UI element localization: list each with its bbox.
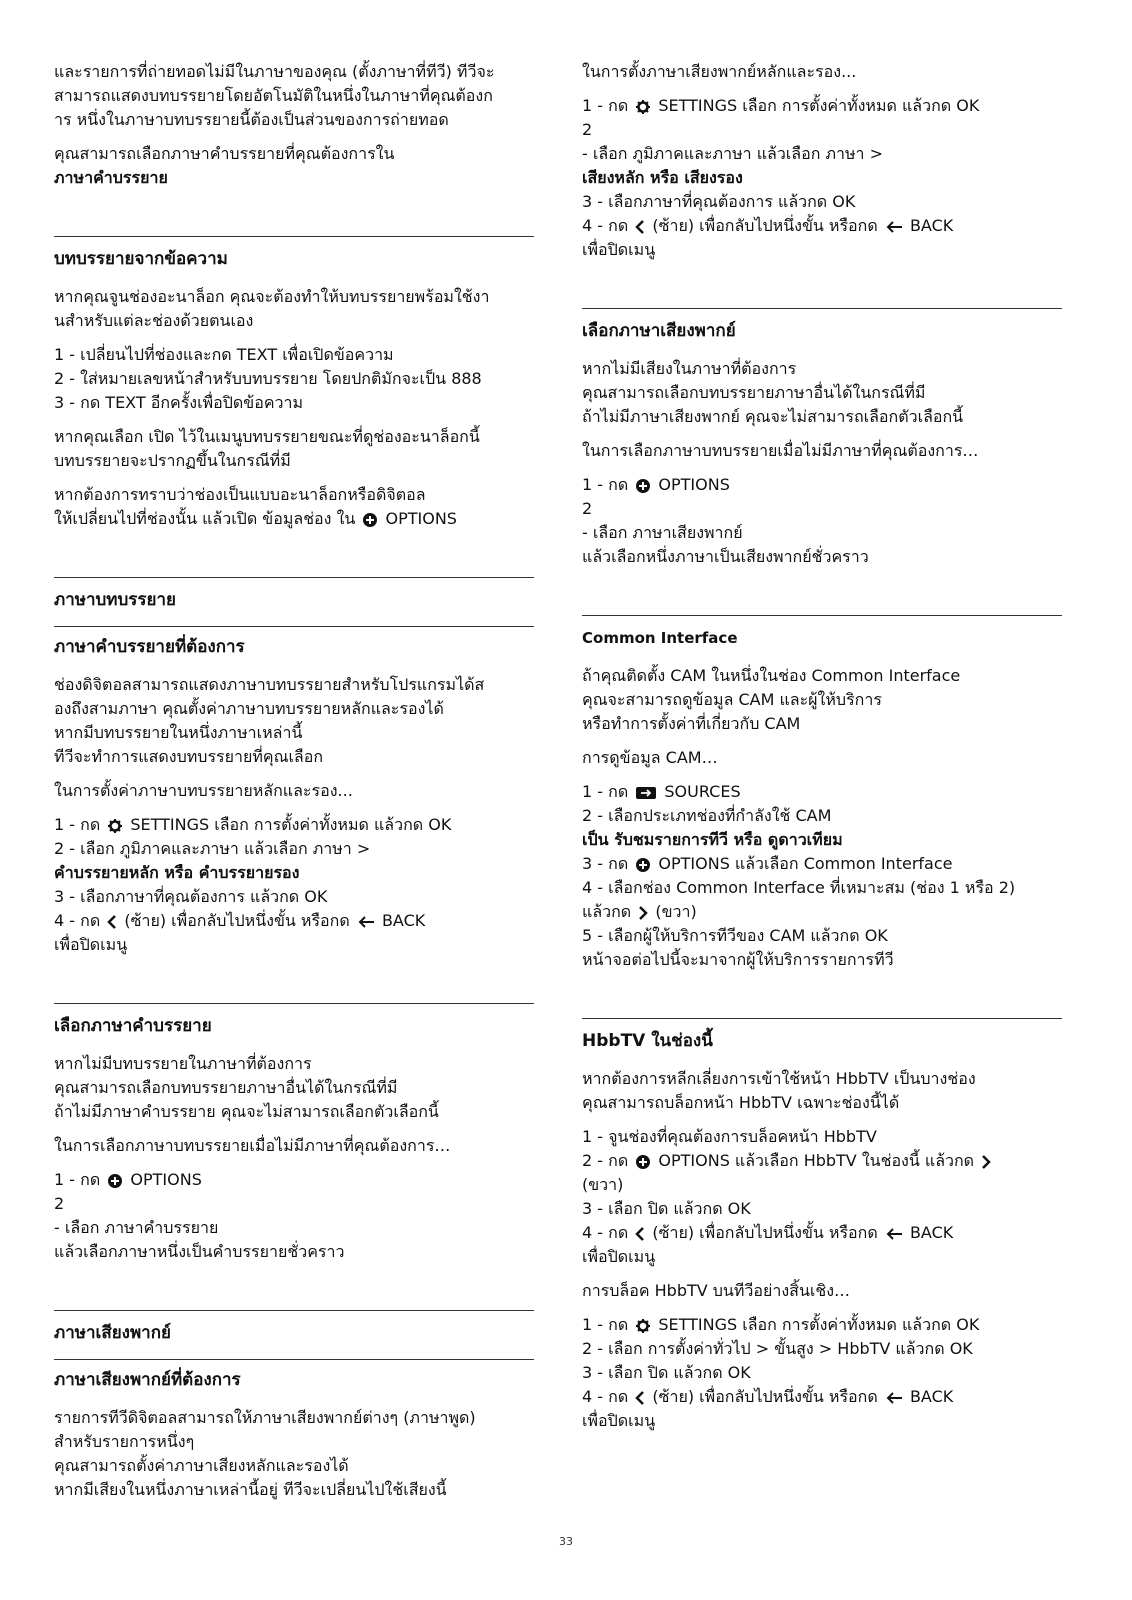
step-list: 1 - จูนช่องที่คุณต้องการบล็อคหน้า HbbTV 2 - กด OPTIONS แล้วเลือก HbbTV ในช่องนี้ แล้วกด (ขวา) 3 - เลือก ปิด แล้วกด OK 4 - กด (ซ้าย) เพื่อกลับไปหนึ่งขั้น หรือกด BACK เพื่อปิดเมนู xyxy=(582,1125,1062,1269)
gear-icon xyxy=(635,1318,651,1334)
step-list: 1 - กด SOURCES 2 - เลือกประเภทช่องที่กำลังใช้ CAM เป็น รับชมรายการทีวี หรือ ดูดาวเทียม 3 - กด OPTIONS แล้วเลือก Common Interface 4 - เลือกช่อง Common Interface ที่เหมาะสม (ช่อง 1 หรือ 2) แล้วกด (ขวา) 5 - เลือกผู้ให้บริการทีวีของ CAM แล้วกด OK หน้าจอต่อไปนี้จะมาจากผู้ให้บริการรายการทีวี xyxy=(582,782,1016,969)
step-list: 1 - กด SETTINGS เลือก การตั้งค่าทั้งหมด แล้วกด OK 2 - เลือก ภูมิภาคและภาษา แล้วเลือก ภาษา > เสียงหลัก หรือ เสียงรอง 3 - เลือกภาษาที่คุณต้องการ แล้วกด OK 4 - กด (ซ้าย) เพื่อกลับไปหนึ่งขั้น หรือกด BACK เพื่อปิดเมนู xyxy=(582,96,980,259)
sources-icon xyxy=(635,786,657,800)
plus-circle-icon xyxy=(107,1173,123,1189)
back-arrow-icon xyxy=(885,1227,903,1241)
back-arrow-icon xyxy=(885,220,903,234)
section-divider xyxy=(54,236,534,237)
paragraph: หากต้องการหลีกเลี่ยงการเข้าใช้หน้า HbbTV เป็นบางช่อง คุณสามารถบล็อกหน้า HbbTV เฉพาะช่องนี้ได้ xyxy=(582,1069,976,1112)
gear-icon xyxy=(107,818,123,834)
paragraph: หากไม่มีเสียงในภาษาที่ต้องการ คุณสามารถเลือกบทบรรยายภาษาอื่นได้ในกรณีที่มี ถ้าไม่มีภาษาเสียงพากย์ คุณจะไม่สามารถเลือกตัวเลือกนี้ xyxy=(582,359,964,426)
paragraph: รายการทีวีดิจิตอลสามารถให้ภาษาเสียงพากย์ต่างๆ (ภาษาพูด) สำหรับรายการหนึ่งๆ คุณสามารถตั้งค่าภาษาเสียงหลักและรองได้ หากมีเสียงในหนึ่งภาษาเหล่านี้อยู่ ทีวีจะเปลี่ยนไปใช้เสียงนี้ xyxy=(54,1408,476,1499)
paragraph: ถ้าคุณติดตั้ง CAM ในหนึ่งในช่อง Common Interface คุณจะสามารถดูข้อมูล CAM และผู้ให้บริการ หรือทำการตั้งค่าที่เกี่ยวกับ CAM xyxy=(582,666,961,733)
back-arrow-icon xyxy=(885,1391,903,1405)
section-divider xyxy=(582,308,1062,309)
paragraph: ในการเลือกภาษาบทบรรยายเมื่อไม่มีภาษาที่คุณต้องการ… xyxy=(54,1136,451,1155)
section-title-preferred-subtitle-language: ภาษาคำบรรยายที่ต้องการ xyxy=(54,637,245,657)
step-list: 1 - กด OPTIONS 2 - เลือก ภาษาคำบรรยาย แล้วเลือกภาษาหนึ่งเป็นคำบรรยายชั่วคราว xyxy=(54,1170,345,1261)
plus-circle-icon xyxy=(635,478,651,494)
paragraph: หากไม่มีบทบรรยายในภาษาที่ต้องการ คุณสามารถเลือกบทบรรยายภาษาอื่นได้ในกรณีที่มี ถ้าไม่มีภาษาคำบรรยาย คุณจะไม่สามารถเลือกตัวเลือกนี้ xyxy=(54,1054,439,1121)
section-title-common-interface: Common Interface xyxy=(582,629,738,647)
section-title-subtitle-language: ภาษาบทบรรยาย xyxy=(54,590,177,610)
chevron-right-icon xyxy=(981,1155,991,1169)
paragraph: หากคุณเลือก เปิด ไว้ในเมนูบทบรรยายขณะที่ดูช่องอะนาล็อกนี้ บทบรรยายจะปรากฏขึ้นในกรณีที่มี xyxy=(54,427,480,470)
paragraph: หากต้องการทราบว่าช่องเป็นแบบอะนาล็อกหรือดิจิตอล ให้เปลี่ยนไปที่ช่องนั้น แล้วเปิด ข้อมูลช่อง ใน OPTIONS xyxy=(54,485,457,528)
left-column xyxy=(54,60,534,1512)
section-title-select-audio-language: เลือกภาษาเสียงพากย์ xyxy=(582,321,736,341)
back-arrow-icon xyxy=(357,915,375,929)
plus-circle-icon xyxy=(635,1154,651,1170)
section-title-audio-language: ภาษาเสียงพากย์ xyxy=(54,1323,171,1343)
section-divider xyxy=(54,577,534,578)
paragraph: ในการตั้งค่าภาษาบทบรรยายหลักและรอง... xyxy=(54,781,353,800)
section-title-teletext-subtitles: บทบรรยายจากข้อความ xyxy=(54,249,228,269)
section-divider xyxy=(54,1310,534,1311)
paragraph: หากคุณจูนช่องอะนาล็อก คุณจะต้องทำให้บทบรรยายพร้อมใช้งา นสำหรับแต่ละช่องด้วยตนเอง xyxy=(54,287,490,330)
chevron-right-icon xyxy=(638,906,648,920)
paragraph: การบล็อค HbbTV บนทีวีอย่างสิ้นเชิง… xyxy=(582,1281,851,1300)
intro-paragraph-2: คุณสามารถเลือกภาษาคำบรรยายที่คุณต้องการใน ภาษาคำบรรยาย xyxy=(54,144,395,187)
section-divider xyxy=(54,626,534,627)
chevron-left-icon xyxy=(635,1227,645,1241)
step-list: 1 - เปลี่ยนไปที่ช่องและกด TEXT เพื่อเปิดข้อความ 2 - ใส่หมายเลขหน้าสำหรับบทบรรยาย โดยปกติมักจะเป็น 888 3 - กด TEXT อีกครั้งเพื่อปิดข้อความ xyxy=(54,345,482,412)
gear-icon xyxy=(635,99,651,115)
paragraph: ในการตั้งภาษาเสียงพากย์หลักและรอง... xyxy=(582,62,857,81)
section-title-select-subtitle-language: เลือกภาษาคำบรรยาย xyxy=(54,1016,212,1036)
chevron-left-icon xyxy=(107,915,117,929)
right-column xyxy=(582,60,1062,1443)
plus-circle-icon xyxy=(635,857,651,873)
step-list: 1 - กด OPTIONS 2 - เลือก ภาษาเสียงพากย์ แล้วเลือกหนึ่งภาษาเป็นเสียงพากย์ชั่วคราว xyxy=(582,475,869,566)
intro-paragraph: และรายการที่ถ่ายทอดไม่มีในภาษาของคุณ (ตั้งภาษาที่ทีวี) ทีวีจะ สามารถแสดงบทบรรยายโดยอัตโนมัติในหนึ่งในภาษาที่คุณต้องก าร หนึ่งในภาษาบทบรรยายนี้ต้องเป็นส่วนของการถ่ายทอด xyxy=(54,62,495,129)
section-divider xyxy=(54,1359,534,1360)
page-number: 33 xyxy=(559,1535,573,1548)
step-list: 1 - กด SETTINGS เลือก การตั้งค่าทั้งหมด แล้วกด OK 2 - เลือก ภูมิภาคและภาษา แล้วเลือก ภาษา > คำบรรยายหลัก หรือ คำบรรยายรอง 3 - เลือกภาษาที่คุณต้องการ แล้วกด OK 4 - กด (ซ้าย) เพื่อกลับไปหนึ่งขั้น หรือกด BACK เพื่อปิดเมนู xyxy=(54,815,452,954)
section-divider xyxy=(54,1003,534,1004)
chevron-left-icon xyxy=(635,220,645,234)
section-title-preferred-audio-language: ภาษาเสียงพากย์ที่ต้องการ xyxy=(54,1370,241,1390)
plus-circle-icon xyxy=(362,512,378,528)
section-divider xyxy=(582,615,1062,616)
section-divider xyxy=(582,1018,1062,1019)
paragraph: ในการเลือกภาษาบทบรรยายเมื่อไม่มีภาษาที่คุณต้องการ… xyxy=(582,441,979,460)
chevron-left-icon xyxy=(635,1391,645,1405)
step-list: 1 - กด SETTINGS เลือก การตั้งค่าทั้งหมด แล้วกด OK 2 - เลือก การตั้งค่าทั่วไป > ขั้นสูง > HbbTV แล้วกด OK 3 - เลือก ปิด แล้วกด OK 4 - กด (ซ้าย) เพื่อกลับไปหนึ่งขั้น หรือกด BACK เพื่อปิดเมนู xyxy=(582,1315,980,1430)
paragraph: การดูข้อมูล CAM… xyxy=(582,748,718,767)
paragraph: ช่องดิจิตอลสามารถแสดงภาษาบทบรรยายสำหรับโปรแกรมได้ส องถึงสามภาษา คุณตั้งค่าภาษาบทบรรยายหลักและรองได้ หากมีบทบรรยายในหนึ่งภาษาเหล่านี้ ทีวีจะทำการแสดงบทบรรยายที่คุณเลือก xyxy=(54,675,485,766)
section-title-hbbtv-on-channel: HbbTV ในช่องนี้ xyxy=(582,1031,713,1051)
